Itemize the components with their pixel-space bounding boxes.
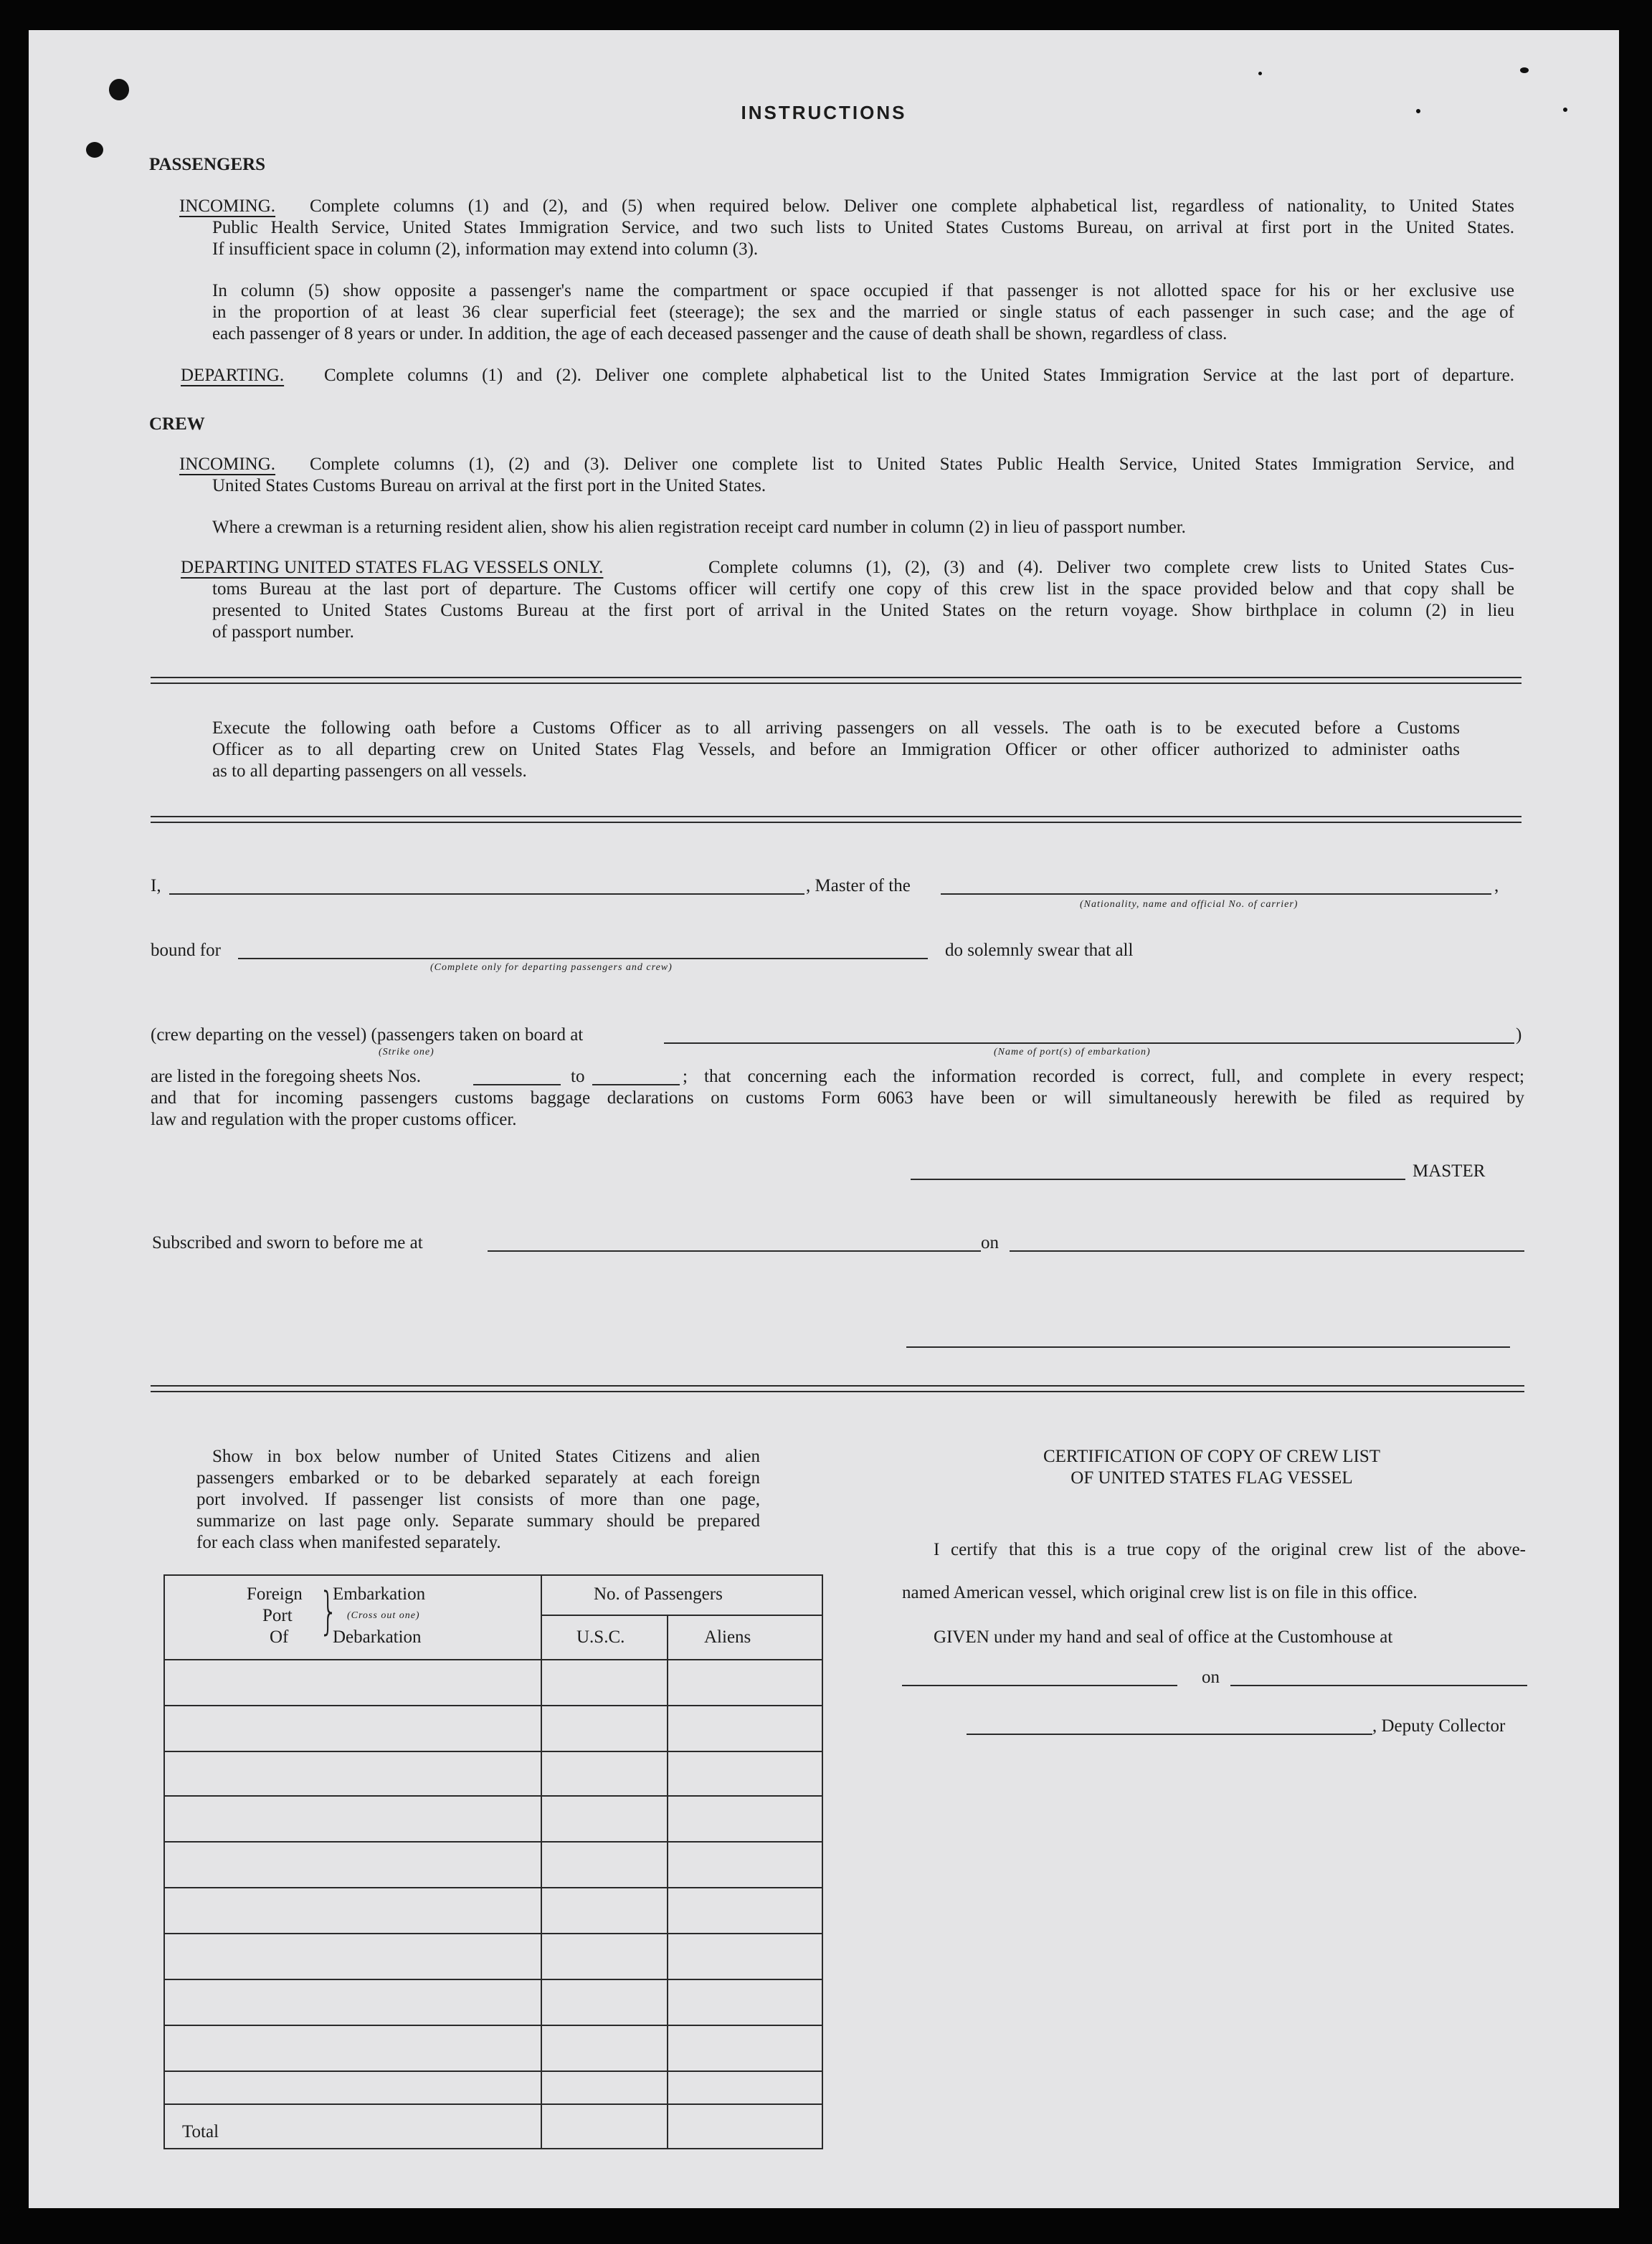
oath-intro-line-2: Officer as to all departing crew on United States Flag Vessels, and before an Immigration Officer or other officer authorized to administer oaths [212,740,1460,759]
p-incoming-line-1: Complete columns (1) and (2), and (5) when required below. Deliver one complete alphabetical list, regardless of nationality, to United States [310,196,1514,216]
embarkation-ports-line[interactable] [664,1042,1514,1044]
c-resident-text: Where a crewman is a returning resident alien, show his alien registration receipt card number in column (2) in lieu of passport number. [212,518,1186,537]
nationality-note: (Nationality, name and official No. of carrier) [1080,899,1299,910]
certify-line-2: named American vessel, which original crew list is on file in this office. [902,1583,1418,1602]
table-row-rule [163,1751,823,1752]
customhouse-line[interactable] [902,1685,1177,1686]
c-incoming-label: INCOMING. [179,455,276,474]
deputy-collector-signature-line[interactable] [967,1734,1372,1735]
sheet-to-line[interactable] [592,1084,680,1085]
p-departing-label: DEPARTING. [181,366,285,385]
section-divider [151,677,1522,684]
listed-concerning-text: ; that concerning each the information recorded is correct, full, and complete in every respect; [683,1067,1524,1086]
summary-line-2: passengers embarked or to be debarked separately at each foreign [196,1468,760,1488]
p-incoming-line-2: Public Health Service, United States Immigration Service, and two such lists to United States Customs Bureau, on arrival at first port in the United States. [212,218,1514,237]
master-signature-line[interactable] [911,1179,1405,1180]
summary-line-1: Show in box below number of United States Citizens and alien [212,1447,760,1466]
deputy-collector-label: , Deputy Collector [1372,1716,1506,1736]
form-page [29,30,1619,2208]
table-header-debarkation: Debarkation [333,1627,422,1647]
table-header-of: Of [270,1627,289,1647]
listed-sheets-text: are listed in the foregoing sheets Nos. [151,1067,421,1086]
listed-line-2: and that for incoming passengers customs baggage declarations on customs Form 6063 have been or will simultaneously herewith be filed as required by [151,1088,1524,1108]
subscribed-place-line[interactable] [488,1250,981,1252]
certification-date-line[interactable] [1230,1685,1527,1686]
table-border-bottom [163,2148,823,2149]
table-header-port: Port [262,1606,293,1625]
p-col5-line-1: In column (5) show opposite a passenger's name the compartment or space occupied if that passenger is not allotted space for his or her exclusive use [212,281,1514,300]
oath-comma: , [1494,876,1499,895]
master-of-the-label: , Master of the [806,876,911,895]
section-divider [151,816,1522,823]
table-header-embarkation: Embarkation [333,1584,426,1604]
table-row-rule [163,1659,823,1660]
p-incoming-line-3: If insufficient space in column (2), information may extend into column (3). [212,239,759,259]
ink-spot [109,79,129,100]
subscribed-on-label: on [981,1233,999,1252]
given-under-text: GIVEN under my hand and seal of office at the Customhouse at [934,1627,1393,1647]
table-header-usc: U.S.C. [576,1627,625,1647]
master-label: MASTER [1413,1161,1486,1181]
table-border-left [163,1574,165,2148]
solemnly-swear-text: do solemnly swear that all [945,941,1134,960]
table-row-rule [163,1887,823,1888]
instructions-title: INSTRUCTIONS [741,102,907,123]
table-total-label: Total [182,2122,219,2141]
table-header-aliens: Aliens [704,1627,751,1647]
table-row-rule [163,1795,823,1797]
c-departing-label: DEPARTING UNITED STATES FLAG VESSELS ONLY. [181,558,604,577]
officer-signature-line[interactable] [906,1346,1510,1348]
table-border-top [163,1574,823,1576]
summary-line-5: for each class when manifested separately. [196,1533,501,1552]
table-row-rule [163,2103,823,2105]
summary-line-4: summarize on last page only. Separate summary should be prepared [196,1511,760,1531]
oath-i-label: I, [151,876,161,895]
listed-to-text: to [571,1067,585,1086]
certification-title-1: CERTIFICATION OF COPY OF CREW LIST [1043,1447,1381,1466]
bound-for-label: bound for [151,941,221,960]
c-incoming-line-1: Complete columns (1), (2) and (3). Deliver one complete list to United States Public Health Service, United States Immigration Service, and [310,455,1514,474]
complete-only-note: (Complete only for departing passengers and crew) [430,962,673,973]
p-incoming-label: INCOMING. [179,196,276,216]
ink-spot [86,142,103,158]
table-col-divider [667,1615,668,2148]
ports-note: (Name of port(s) of embarkation) [994,1047,1151,1057]
c-departing-line-1: Complete columns (1), (2), (3) and (4). Deliver two complete crew lists to United States Cus- [708,558,1514,577]
sheet-from-line[interactable] [473,1084,561,1085]
oath-close-paren: ) [1516,1025,1522,1045]
table-row-rule [163,2071,823,2072]
table-row-rule [163,1979,823,1980]
c-departing-line-2: toms Bureau at the last port of departure. The Customs officer will certify one copy of this crew list in the space provided below and that copy shall be [212,579,1514,599]
summary-line-3: port involved. If passenger list consists of more than one page, [196,1490,760,1509]
listed-line-3: law and regulation with the proper customs officer. [151,1110,517,1129]
table-header-no-passengers: No. of Passengers [594,1584,723,1604]
subscribed-text: Subscribed and sworn to before me at [152,1233,423,1252]
c-incoming-line-2: United States Customs Bureau on arrival at the first port in the United States. [212,476,766,495]
c-departing-line-3: presented to United States Customs Bureau at the first port of arrival in the United States on the return voyage. Show birthplace in column (2) in lieu [212,601,1514,620]
certification-title-2: OF UNITED STATES FLAG VESSEL [1071,1468,1353,1488]
strike-one-note: (Strike one) [379,1047,435,1057]
brace-icon: } [318,1582,338,1640]
certification-on-label: on [1202,1668,1220,1687]
ink-spot [1258,72,1262,75]
table-header-foreign: Foreign [247,1584,303,1604]
p-col5-line-3: each passenger of 8 years or under. In addition, the age of each deceased passenger and the cause of death shall be shown, regardless of class. [212,324,1228,343]
crew-heading: CREW [149,414,205,434]
oath-intro-line-3: as to all departing passengers on all vessels. [212,761,527,781]
crew-departing-text: (crew departing on the vessel) (passengers taken on board at [151,1025,584,1045]
c-departing-line-4: of passport number. [212,622,354,642]
table-border-right [822,1574,823,2148]
table-row-rule [163,1933,823,1934]
subscribed-date-line[interactable] [1010,1250,1524,1252]
p-col5-line-2: in the proportion of at least 36 clear superficial feet (steerage); the sex and the married or single status of each passenger in such case; and the age of [212,303,1514,322]
master-name-line[interactable] [169,893,804,895]
certify-line-1: I certify that this is a true copy of the original crew list of the above- [934,1540,1526,1559]
bound-for-line[interactable] [238,958,928,959]
oath-intro-line-1: Execute the following oath before a Customs Officer as to all arriving passengers on all vessels. The oath is to be executed before a Customs [212,718,1460,738]
table-row-rule [163,1705,823,1706]
table-col-divider [541,1574,542,2148]
ink-spot [1520,67,1529,73]
passengers-heading: PASSENGERS [149,155,266,174]
carrier-line[interactable] [941,893,1491,895]
table-header-cross-out: (Cross out one) [347,1610,420,1621]
section-divider [151,1385,1524,1392]
table-row-rule [163,2025,823,2026]
p-departing-text: Complete columns (1) and (2). Deliver one complete alphabetical list to the United States Immigration Service at the last port of departure. [324,366,1514,385]
table-subheader-rule [541,1615,822,1616]
table-row-rule [163,1841,823,1843]
